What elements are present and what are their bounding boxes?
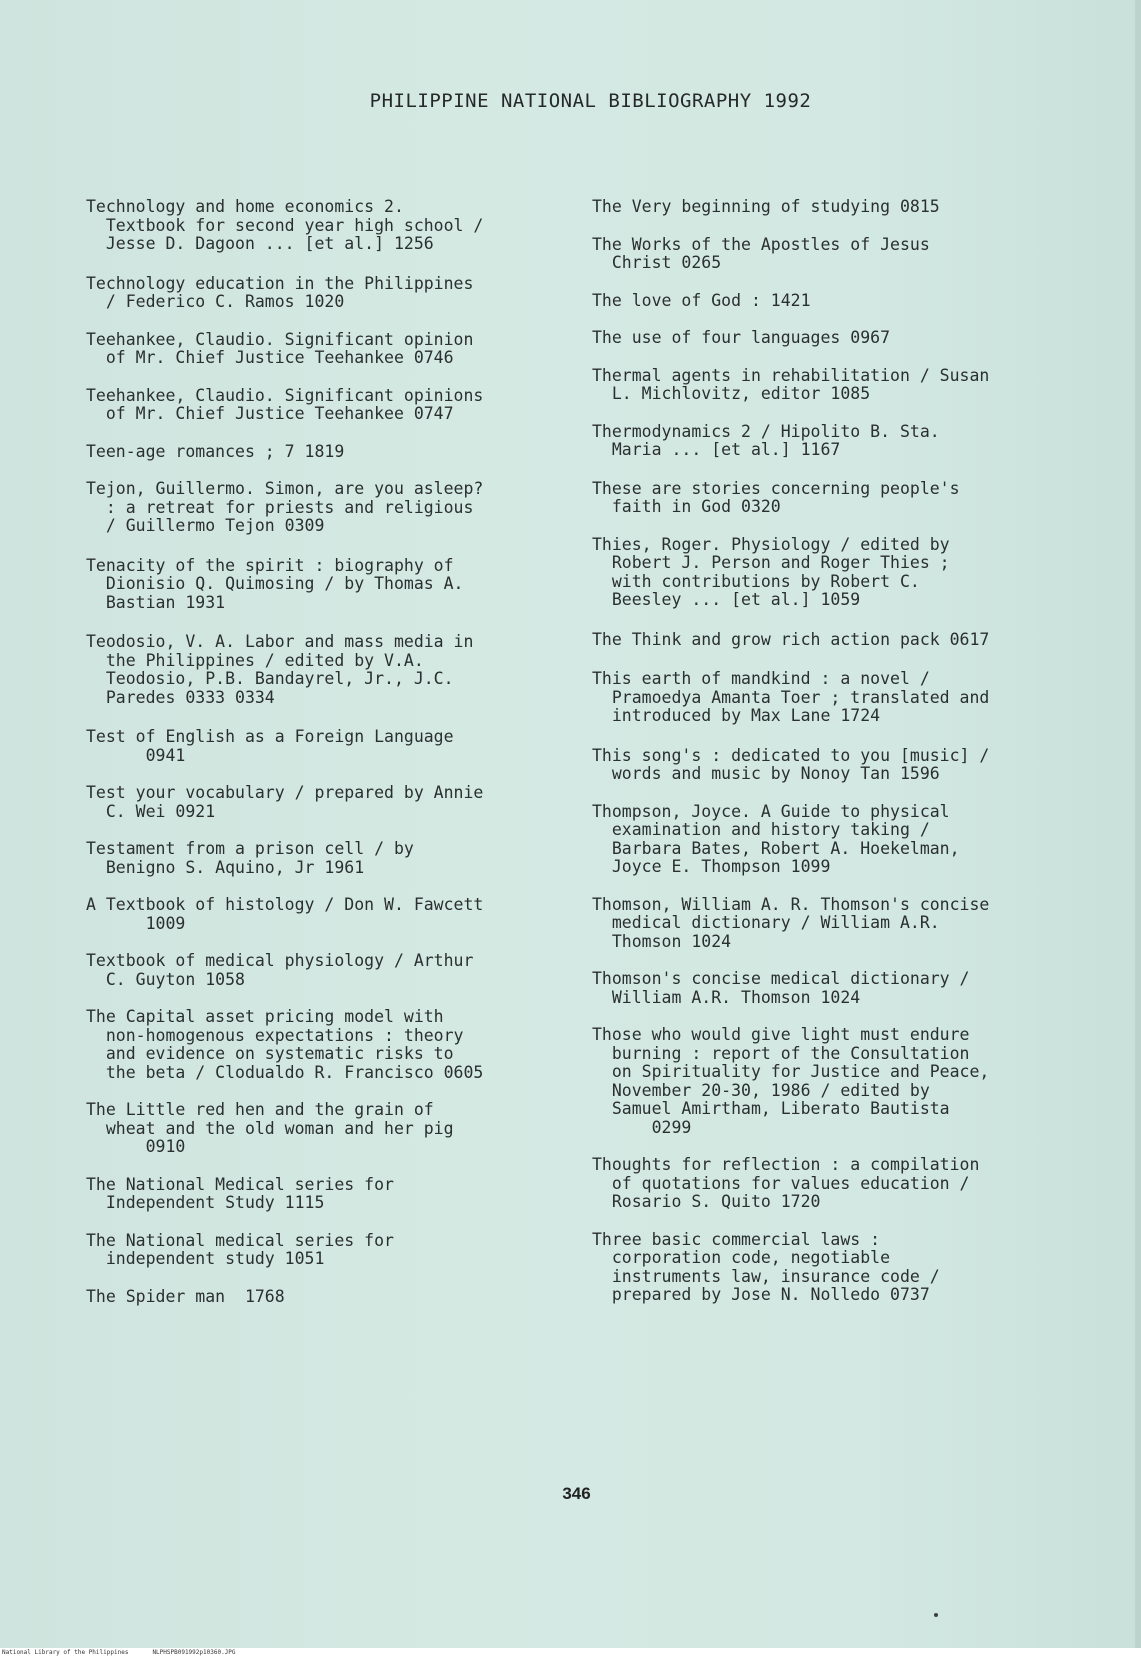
bibliography-entry: Those who would give light must endure burning : report of the Consultation on Spirituality for Justice and Peace, November 20-30, 1986 / edited by Samuel Amirtham, Liberato Bautista 0299 [592,1025,990,1137]
bibliography-entry: Thomson, William A. R. Thomson's concise medical dictionary / William A.R. Thomson 1024 [592,894,990,951]
page-edge-shadow [1135,0,1141,1658]
bibliography-entry: Teen-age romances ; 7 1819 [86,441,345,461]
bibliography-entry: The National Medical series for Independent Study 1115 [86,1174,394,1212]
bibliography-entry: Teehankee, Claudio. Significant opinions of Mr. Chief Justice Teehankee 0747 [86,385,484,423]
bibliography-entry: The National medical series for independent study 1051 [86,1230,394,1268]
bibliography-entry: The use of four languages 0967 [592,328,891,347]
bibliography-entry: Thomson's concise medical dictionary / William A.R. Thomson 1024 [592,969,970,1007]
page-number: 346 [562,1484,591,1503]
bibliography-entry: This song's : dedicated to you [music] / words and music by Nonoy Tan 1596 [592,745,990,783]
scan-footer [0,1648,1141,1658]
bibliography-entry: Three basic commercial laws : corporation code, negotiable instruments law, insurance code / prepared by Jose N. Nolledo 0737 [592,1229,940,1304]
bibliography-entry: Technology and home economics 2. Textbook for second year high school / Jesse D. Dagoon ... [et al.] 1256 [86,197,484,253]
bibliography-entry: The Little red hen and the grain of wheat and the old woman and her pig 0910 [86,1100,454,1156]
bibliography-entry: Technology education in the Philippines / Federico C. Ramos 1020 [86,273,474,311]
page-header [0,90,1141,112]
right-column [592,198,1122,1324]
bibliography-entry: These are stories concerning people's faith in God 0320 [592,478,960,516]
bibliography-entry: Thies, Roger. Physiology / edited by Robert J. Person and Roger Thies ; with contributions by Robert C. Beesley ... [et al.] 1059 [592,534,950,609]
left-column [86,198,556,1325]
bibliography-entry: Thermodynamics 2 / Hipolito B. Sta. Maria ... [et al.] 1167 [592,421,940,459]
bibliography-entry: Testament from a prison cell / by Benigno S. Aquino, Jr 1961 [86,839,414,877]
bibliography-entry: Tejon, Guillermo. Simon, are you asleep? : a retreat for priests and religious / Guillermo Tejon 0309 [86,479,484,535]
bibliography-entry: Thoughts for reflection : a compilation of quotations for values education / Rosario S. Quito 1720 [592,1155,980,1211]
bibliography-entry: Test of English as a Foreign Language 0941 [86,727,454,765]
bibliography-entry: Tenacity of the spirit : biography of Dionisio Q. Quimosing / by Thomas A. Bastian 1931 [86,555,464,612]
bibliography-entry: Teehankee, Claudio. Significant opinion of Mr. Chief Justice Teehankee 0746 [86,329,474,367]
page-title: PHILIPPINE NATIONAL BIBLIOGRAPHY 1992 [369,90,812,112]
bibliography-entry: Test your vocabulary / prepared by Annie C. Wei 0921 [86,783,484,821]
dust-speck [934,1613,938,1617]
bibliography-entry: Textbook of medical physiology / Arthur C. Guyton 1058 [86,951,474,989]
bibliography-entry: Thompson, Joyce. A Guide to physical examination and history taking / Barbara Bates, Robert A. Hoekelman, Joyce E. Thompson 1099 [592,801,960,876]
bibliography-entry: The Capital asset pricing model with non-homogenous expectations : theory and evidence on systematic risks to the beta / Clodualdo R. Francisco 0605 [86,1007,484,1082]
bibliography-entry: A Textbook of histology / Don W. Fawcett 1009 [86,895,484,933]
bibliography-entry: The Works of the Apostles of Jesus Christ 0265 [592,234,930,272]
bibliography-entry: This earth of mandkind : a novel / Pramoedya Amanta Toer ; translated and introduced by Max Lane 1724 [592,669,990,725]
footer-credit: National Library of the Philippines [2,1649,129,1656]
bibliography-entry: The Think and grow rich action pack 0617 [592,629,990,649]
bibliography-entry: Teodosio, V. A. Labor and mass media in the Philippines / edited by V.A. Teodosio, P.B. Bandayrel, Jr., J.C. Paredes 0333 0334 [86,632,474,707]
bibliography-entry: The Very beginning of studying 0815 [592,197,940,216]
bibliography-entry: The love of God : 1421 [592,290,811,310]
footer-reference: NLPHSPB091992p10360.JPG [152,1649,236,1656]
bibliography-entry: Thermal agents in rehabilitation / Susan L. Michlovitz, editor 1085 [592,365,990,403]
bibliography-entry: The Spider man 1768 [86,1286,285,1306]
